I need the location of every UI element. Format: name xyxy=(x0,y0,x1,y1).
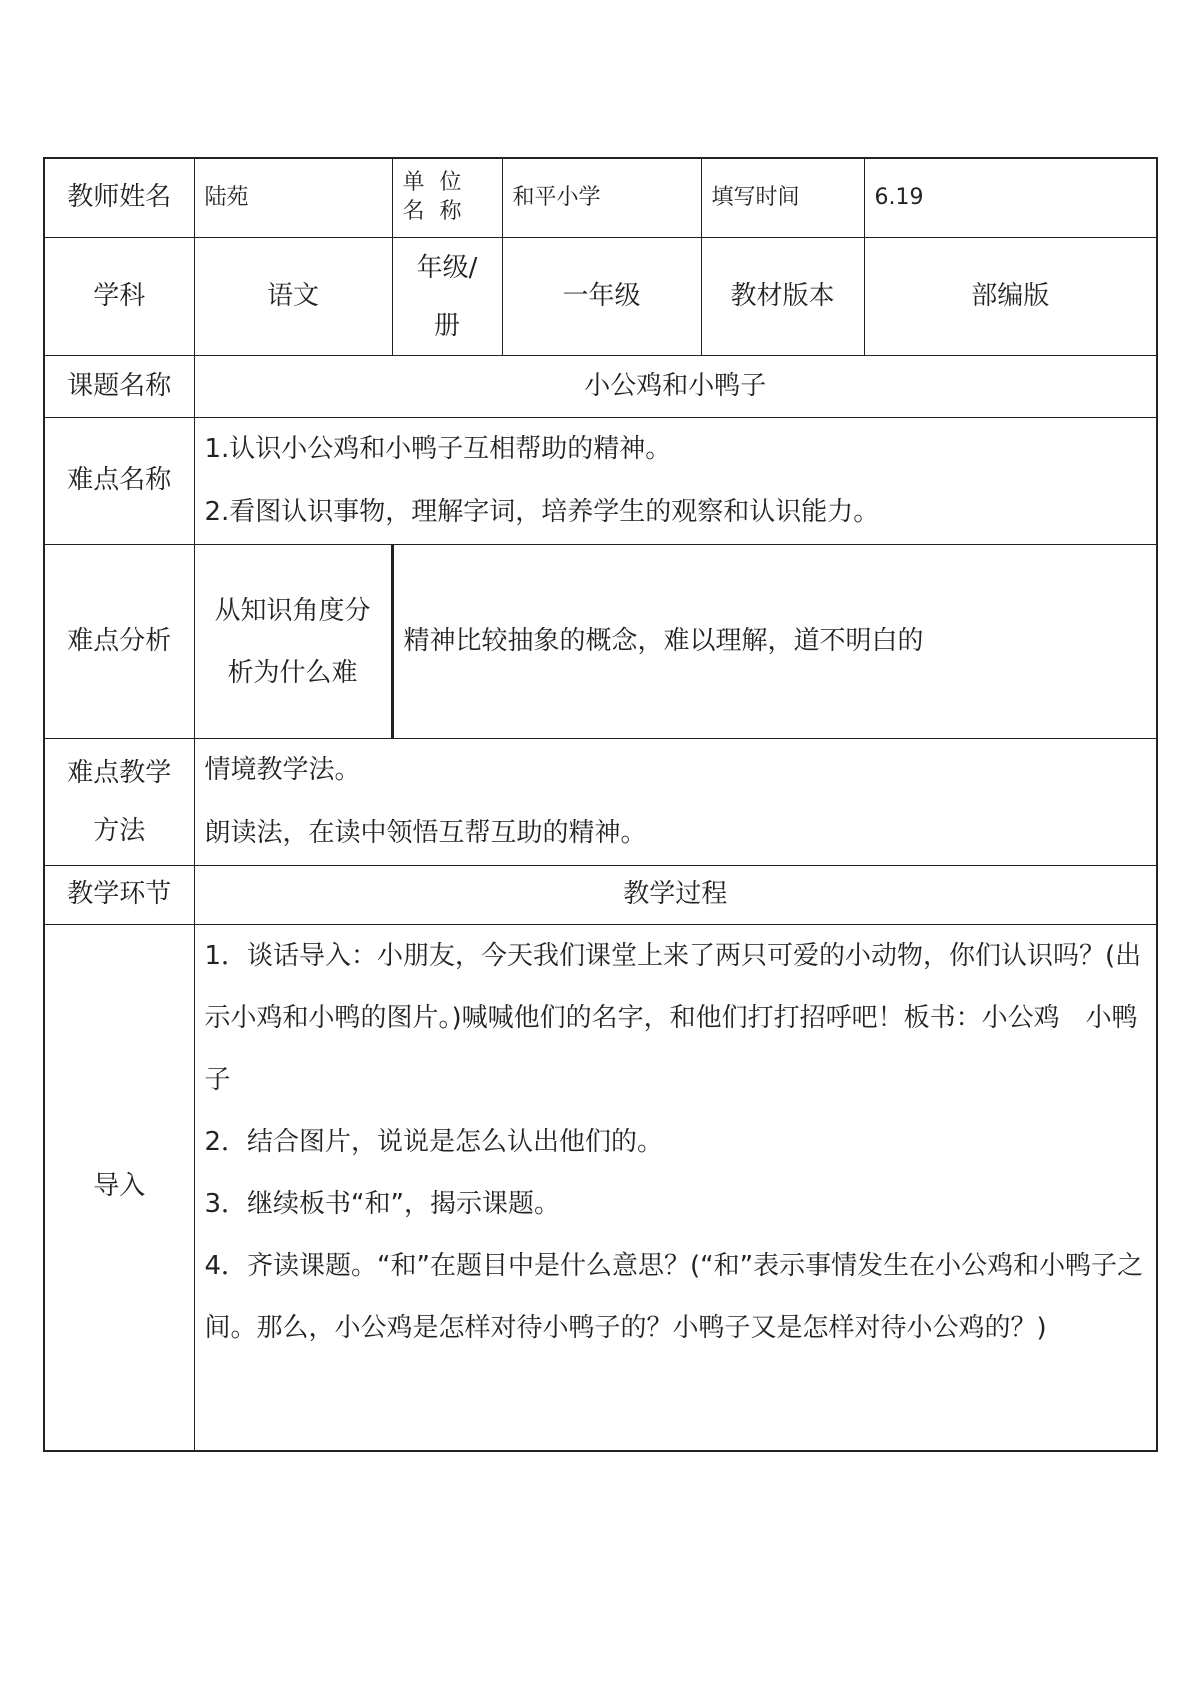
difficulty-item: 1.认识小公鸡和小鸭子互相帮助的精神。 xyxy=(204,434,672,464)
header-row-1 xyxy=(44,158,1157,238)
teacher-name-value: 陆苑 xyxy=(194,158,392,238)
intro-label: 导入 xyxy=(44,925,194,1451)
lesson-plan-table xyxy=(43,157,1158,1452)
analysis-row xyxy=(44,545,1157,739)
intro-row xyxy=(44,925,1157,1451)
intro-item: 2．结合图片，说说是怎么认出他们的。 xyxy=(204,1127,664,1157)
edition-label: 教材版本 xyxy=(701,238,864,356)
fill-time-label: 填写时间 xyxy=(701,158,864,238)
intro-item: 3．继续板书“和”，揭示课题。 xyxy=(204,1189,560,1219)
topic-label: 课题名称 xyxy=(44,356,194,418)
fill-time-value: 6.19 xyxy=(864,158,1157,238)
method-label: 难点教学方法 xyxy=(44,739,194,866)
stage-label: 教学环节 xyxy=(44,866,194,925)
header-row-2 xyxy=(44,238,1157,356)
analysis-value: 精神比较抽象的概念，难以理解，道不明白的 xyxy=(392,545,1157,739)
method-row xyxy=(44,739,1157,866)
difficulty-item: 2.看图认识事物，理解字词，培养学生的观察和认识能力。 xyxy=(204,497,880,527)
method-item: 情境教学法。 xyxy=(204,755,361,785)
difficulty-row xyxy=(44,418,1157,545)
method-list xyxy=(194,739,1157,866)
subject-value: 语文 xyxy=(194,238,392,356)
edition-value: 部编版 xyxy=(864,238,1157,356)
grade-label: 年级/册 xyxy=(392,238,502,356)
teacher-name-label: 教师姓名 xyxy=(44,158,194,238)
intro-content xyxy=(194,925,1157,1451)
analysis-sub-label: 从知识角度分析为什么难 xyxy=(194,545,392,739)
unit-name-value: 和平小学 xyxy=(502,158,701,238)
intro-item: 1．谈话导入：小朋友，今天我们课堂上来了两只可爱的小动物，你们认识吗？(出示小鸡和小鸭的图片。)喊喊他们的名字，和他们打打招呼吧！板书：小公鸡 小鸭子 xyxy=(204,941,1142,1095)
topic-row xyxy=(44,356,1157,418)
analysis-label: 难点分析 xyxy=(44,545,194,739)
intro-item: 4．齐读课题。“和”在题目中是什么意思？(“和”表示事情发生在小公鸡和小鸭子之间。那么，小公鸡是怎样对待小鸭子的？小鸭子又是怎样对待小公鸡的？) xyxy=(204,1251,1144,1343)
method-item: 朗读法，在读中领悟互帮互助的精神。 xyxy=(204,818,647,848)
unit-name-label: 单 位 名 称 xyxy=(392,158,502,238)
process-label: 教学过程 xyxy=(194,866,1157,925)
subject-label: 学科 xyxy=(44,238,194,356)
grade-value: 一年级 xyxy=(502,238,701,356)
difficulty-list xyxy=(194,418,1157,545)
difficulty-label: 难点名称 xyxy=(44,418,194,545)
process-header-row xyxy=(44,866,1157,925)
topic-value: 小公鸡和小鸭子 xyxy=(194,356,1157,418)
